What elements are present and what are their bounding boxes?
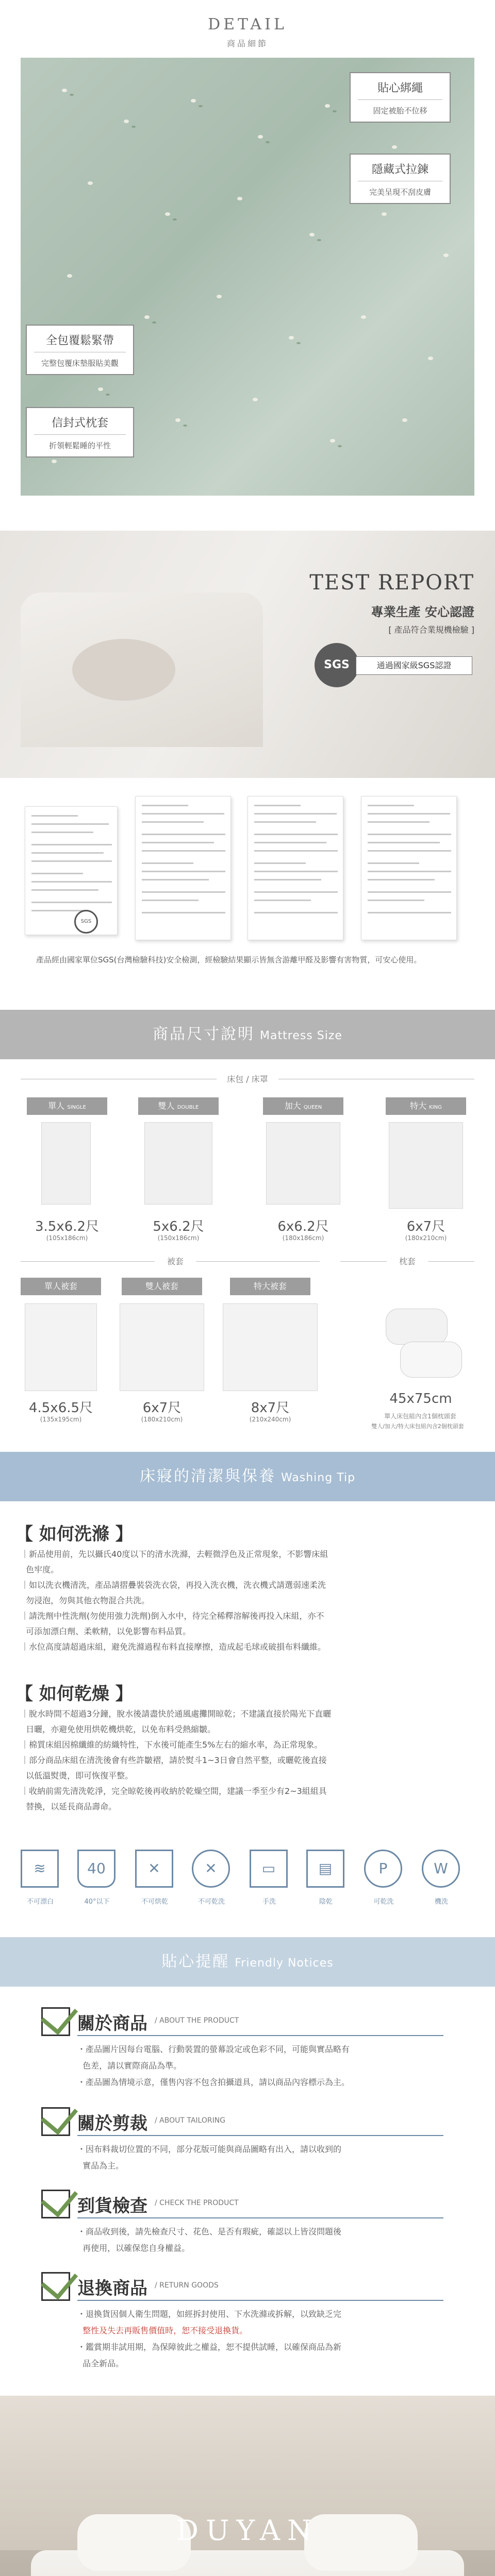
pillow-label: 枕套	[399, 1257, 416, 1266]
bed-image	[144, 1122, 212, 1205]
brand-bedroom-photo	[0, 2396, 495, 2576]
quilt-label: 被套	[167, 1257, 184, 1266]
size-header-zh: 商品尺寸說明	[153, 1025, 255, 1043]
notice-header-bar	[0, 1937, 495, 1987]
size-header-en: Mattress Size	[260, 1029, 342, 1042]
report-document	[248, 796, 343, 940]
report-banner	[0, 531, 495, 778]
icon-label: 機洗	[434, 1898, 448, 1906]
report-tagline: 專業生產 安心認證	[371, 605, 474, 619]
report-document	[135, 796, 231, 940]
notice-header-zh: 貼心提醒	[161, 1953, 230, 1971]
pillow-size: 45x75cm	[389, 1391, 452, 1406]
bed-image	[389, 1122, 463, 1209]
notice-title: 退換商品	[77, 2278, 147, 2299]
quilt-image	[25, 1303, 97, 1391]
dry-clean-p-icon: P	[364, 1850, 402, 1888]
tag-elastic-band: 全包覆鬆緊帶 完整包覆床墊服貼美觀	[26, 325, 134, 375]
pillow-note: 雙人/加大/特大床包組內含2個枕頭套	[371, 1423, 464, 1430]
wash-header-bar	[0, 1452, 495, 1501]
brand-logo: DUYAN	[176, 2514, 319, 2547]
size-header-bar	[0, 1010, 495, 1059]
report-tagline-sub: [ 產品符合業規機檢驗 ]	[388, 625, 474, 635]
bed-size-cm: (150x186cm)	[157, 1234, 200, 1242]
report-document	[361, 796, 457, 940]
quilt-size-cm: (135x195cm)	[40, 1416, 82, 1423]
pillow-image	[386, 1309, 448, 1345]
quilt-size: 6x7尺	[142, 1400, 182, 1416]
quilt-size-cm: (210x240cm)	[249, 1416, 291, 1423]
bed-size: 6x6.2尺	[277, 1219, 329, 1234]
notice-body: ・退換貨因個人衛生問題，如經拆封使用、下水洗滌或拆解，以致缺乏完 整性及失去再販售價值時，恕不接受退換貨。 ・鑑賞期非試用期，為保障彼此之權益，恕不提供試睡，以確保商品為新 品全新品。	[77, 2309, 342, 2368]
check-icon	[41, 2272, 70, 2301]
wash-header-en: Washing Tip	[280, 1471, 356, 1484]
notice-title-en: / RETURN GOODS	[155, 2281, 219, 2290]
icon-label: 不可漂白	[26, 1898, 54, 1906]
pillow-note: 單人床包組內含1個枕頭套	[384, 1413, 456, 1420]
notice-body: ・商品收到後，請先檢查尺寸、花色、是否有瑕疵，確認以上皆沒問題後 再使用，以確保您自身權益。	[77, 2227, 342, 2253]
pillow-image	[400, 1342, 462, 1378]
bed-image	[41, 1122, 91, 1205]
sgs-label: 通過國家級SGS認證	[356, 656, 472, 675]
notice-header-en: Friendly Notices	[235, 1957, 334, 1970]
wash-header-zh: 床寢的清潔與保養	[139, 1467, 276, 1485]
bed-size-label: 雙人 DOUBLE	[138, 1097, 219, 1115]
bed-size: 5x6.2尺	[153, 1219, 204, 1234]
notice-body: ・因布料裁切位置的不同，部分花版可能與商品圖略有出入，請以收到的 實品為主。	[77, 2144, 342, 2171]
notice-title: 關於商品	[77, 2013, 147, 2034]
quilt-image	[120, 1303, 204, 1391]
wash-40-icon: 40	[77, 1850, 116, 1888]
bed-size: 3.5x6.2尺	[35, 1219, 100, 1234]
shade-dry-icon: ▤	[306, 1850, 344, 1888]
tag-hidden-zipper: 隱藏式拉鍊 完美呈現不刮皮膚	[350, 154, 451, 204]
quilt-size-label: 單人被套	[21, 1278, 101, 1295]
bed-size: 6x7尺	[406, 1219, 446, 1234]
bed-image	[266, 1122, 340, 1205]
sgs-badge: SGS	[315, 643, 359, 687]
no-bleach-icon: ≋	[21, 1850, 59, 1888]
quilt-size: 4.5x6.5尺	[28, 1400, 93, 1416]
tag-envelope-pillowcase: 信封式枕套 折領輕鬆睡的平性	[26, 407, 134, 457]
check-icon	[41, 2007, 70, 2036]
detail-subtitle: 商品細節	[226, 39, 268, 48]
icon-label: 不可乾洗	[197, 1898, 225, 1906]
notice-title-en: / ABOUT TAILORING	[155, 2116, 226, 2125]
notice-title: 關於剪裁	[77, 2113, 147, 2134]
check-icon	[41, 2190, 70, 2218]
hand-wash-icon: ▭	[250, 1850, 288, 1888]
bed-size-label: 單人 SINGLE	[27, 1097, 107, 1115]
bed-size-label: 加大 QUEEN	[263, 1097, 343, 1115]
quilt-size-label: 特大被套	[230, 1278, 310, 1295]
bed-size-label: 特大 KING	[386, 1097, 466, 1115]
report-note: 產品經由國家單位SGS(台灣檢驗科技)安全檢測，經檢驗結果顯示皆無含游離甲醛及影響有害物質，可安心使用。	[36, 955, 422, 964]
wet-clean-w-icon: W	[422, 1850, 460, 1888]
notice-title-en: / CHECK THE PRODUCT	[155, 2199, 239, 2207]
wash-body: ｜新品使用前，先以攝氏40度以下的清水洗滌，去輕微浮色及正常現象，不影響床組 色牢度。 ｜如以洗衣機清洗，產品請摺疊裝袋洗衣袋，再投入洗衣機，洗衣機式請選弱速柔洗 勿浸泡，勿與其他衣物混合共洗。 ｜請洗劑中性洗劑(勿使用強力洗劑)倒入水中，待完全稀釋溶解後再投入床組，亦不 可添加漂白劑、柔軟精，以免影響布料品質。 ｜水位高度請超過床組，避免洗滌過程布料直接摩擦，造成起毛球或破損布料纖維。	[21, 1549, 328, 1652]
detail-title: DETAIL	[208, 15, 287, 33]
quilt-image	[223, 1303, 318, 1391]
notice-body: ・產品圖片因每台電腦、行動裝置的螢幕設定或色彩不同，可能與實品略有 色差，請以實際商品為準。 ・產品圖為情境示意，僅售內容不包含拍攝道具，請以商品內容標示為主。	[77, 2044, 350, 2087]
icon-label: 手洗	[262, 1898, 276, 1906]
bed-label: 床包 / 床罩	[227, 1074, 268, 1084]
quilt-size-cm: (180x210cm)	[141, 1416, 183, 1423]
bed-size-cm: (105x186cm)	[46, 1234, 88, 1242]
icon-label: 可乾洗	[373, 1898, 394, 1906]
no-tumble-dry-icon: ✕	[135, 1850, 173, 1888]
quilt-size-label: 雙人被套	[122, 1278, 202, 1295]
icon-label: 40°以下	[84, 1898, 110, 1906]
wash-title: 【 如何洗滌 】	[15, 1524, 133, 1545]
bed-size-cm: (180x210cm)	[405, 1234, 447, 1242]
no-dry-clean-icon: ✕	[192, 1850, 230, 1888]
bed-size-cm: (180x186cm)	[282, 1234, 324, 1242]
icon-label: 陰乾	[319, 1898, 333, 1906]
quilt-size: 8x7尺	[251, 1400, 290, 1416]
icon-label: 不可烘乾	[141, 1898, 168, 1906]
notice-title-en: / ABOUT THE PRODUCT	[155, 2016, 239, 2025]
dry-title: 【 如何乾燥 】	[15, 1684, 133, 1704]
dry-body: ｜脫水時間不超過3分鐘，脫水後請盡快於通風處攤開晾乾；不建議直接於陽光下直曬 日曬，亦避免使用烘乾機烘乾，以免布料受熱縮皺。 ｜棉質床組因棉纖維的紡織特性，下水後可能產生5%左右的縮水率，為正常現象。 ｜部分商品床組在清洗後會有些許皺褶，請於熨斗1~3日會自然平整，或曬乾後直接 以低溫熨燙，即可恢復平整。 ｜收納前需先清洗乾淨，完全晾乾後再收納於乾燥空間，建議一季至少有2~3組組具 替換，以延長商品壽命。	[21, 1709, 332, 1811]
tag-tie-strap: 貼心綁繩 固定被胎不位移	[350, 72, 451, 123]
report-document: SGS	[25, 806, 118, 935]
notice-title: 到貨檢查	[77, 2196, 147, 2216]
report-title: TEST REPORT	[309, 571, 474, 595]
check-icon	[41, 2107, 70, 2136]
